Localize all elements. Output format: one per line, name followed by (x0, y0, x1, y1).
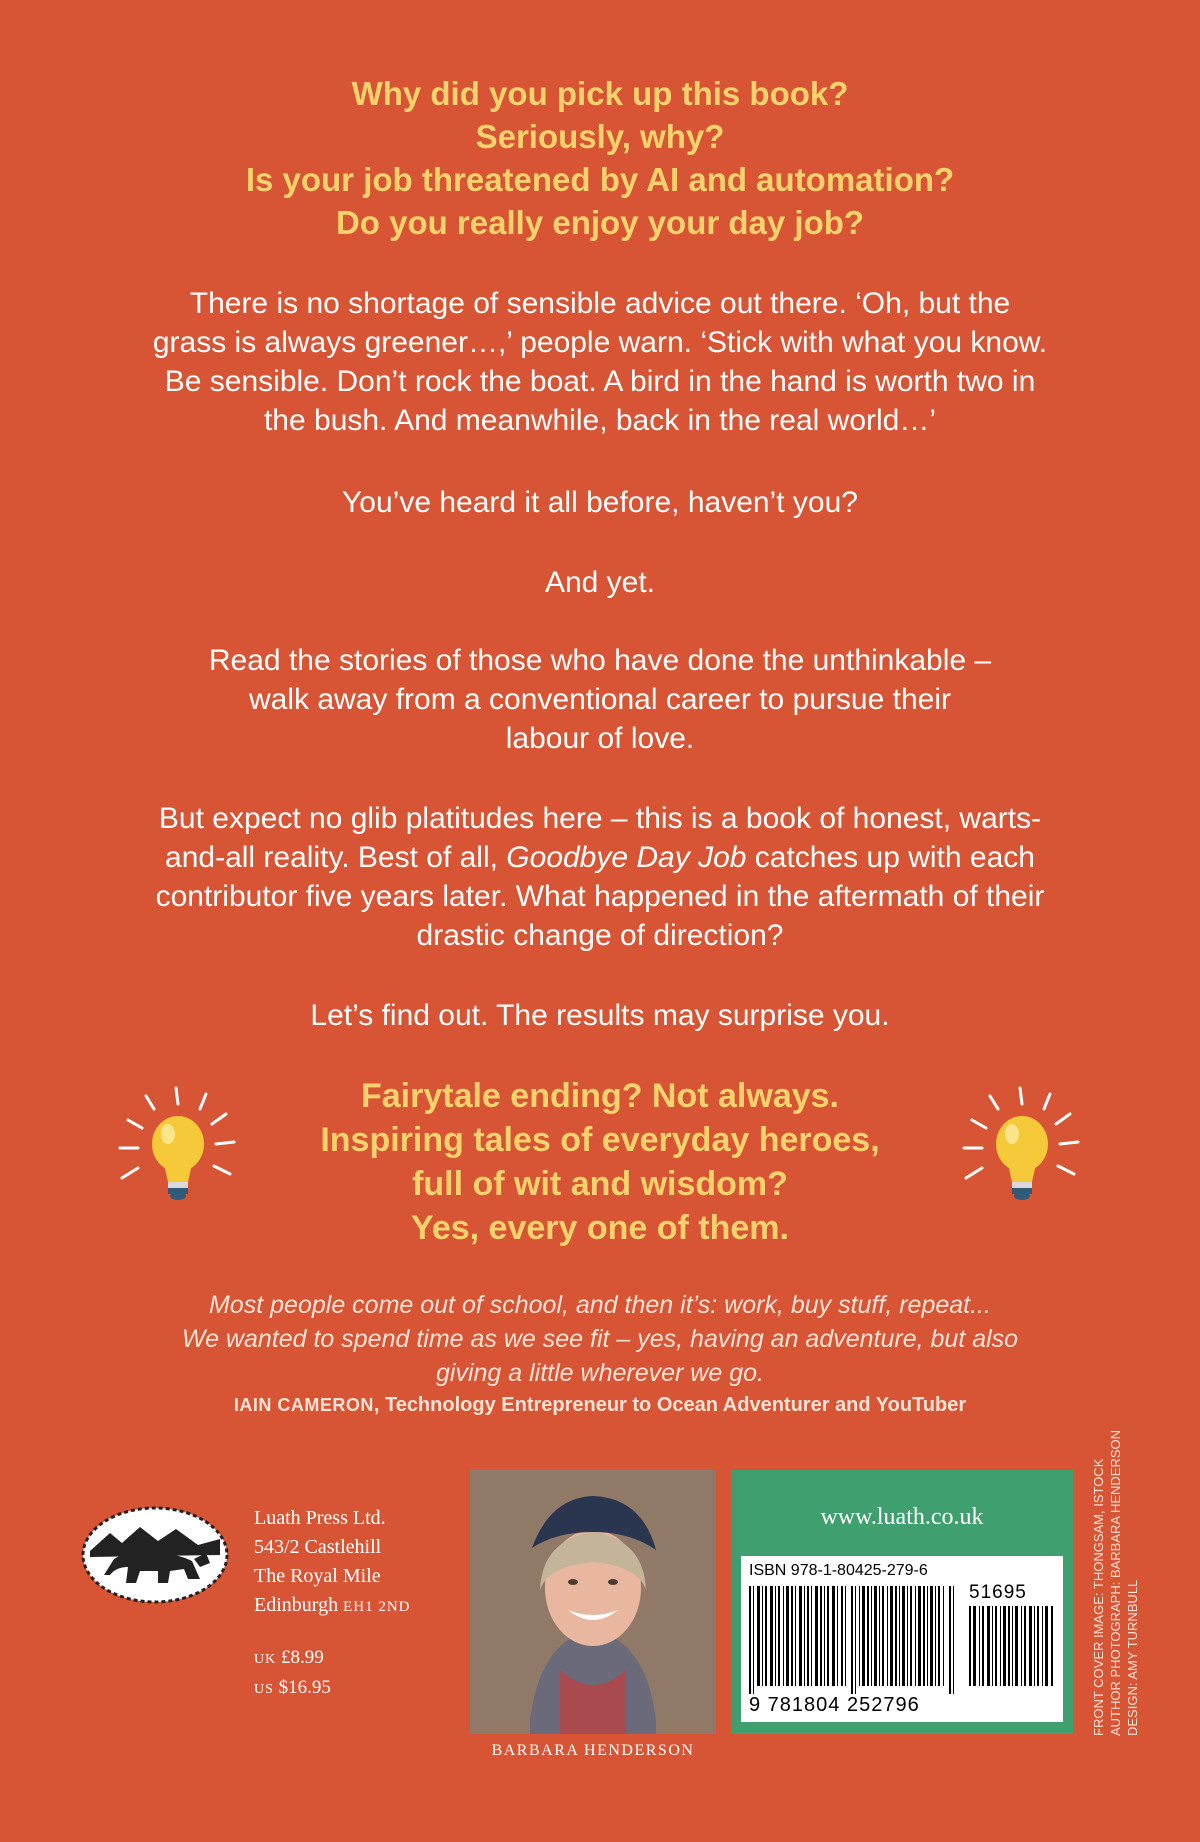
barcode-bars (749, 1586, 961, 1694)
paragraph-line: drastic change of direction? (416, 919, 784, 952)
tagline-line: Yes, every one of them. (411, 1209, 789, 1247)
price-us (254, 1674, 331, 1704)
paragraph-line: labour of love. (505, 722, 695, 755)
paragraph-line: walk away from a conventional career to pursue their (248, 683, 951, 716)
isbn-label: ISBN 978-1-80425-279-6 (749, 1562, 928, 1579)
credit-line: AUTHOR PHOTOGRAPH: BARBARA HENDERSON (1108, 1429, 1123, 1736)
headline (0, 72, 1200, 244)
paragraph-1 (100, 284, 1100, 440)
address-line: 543/2 Castlehill (254, 1536, 382, 1558)
tagline-line: full of wit and wisdom? (412, 1165, 788, 1203)
price-addon-bars (969, 1606, 1057, 1686)
publisher-url[interactable]: www.luath.co.uk (820, 1504, 984, 1530)
paragraph-line: the bush. And meanwhile, back in the real world…’ (263, 404, 937, 437)
price-uk (254, 1644, 331, 1674)
attribution-name: IAIN CAMERON (233, 1395, 374, 1415)
credit-line: FRONT COVER IMAGE: THONGSAM, ISTOCK (1091, 1458, 1106, 1736)
author-portrait (470, 1470, 716, 1734)
headline-line: Seriously, why? (475, 118, 725, 155)
price-value: $16.95 (278, 1677, 331, 1698)
tagline-line: Inspiring tales of everyday heroes, (320, 1121, 880, 1159)
price-code: 51695 (969, 1582, 1027, 1603)
postcode: EH1 2ND (343, 1599, 411, 1615)
headline-line: Why did you pick up this book? (351, 75, 849, 112)
barcode-panel (731, 1470, 1073, 1734)
paragraph-line: contributor five years later. What happened in the aftermath of their (155, 880, 1045, 913)
paragraph-line: grass is always greener…,’ people warn. ‘Stick with what you know. (152, 326, 1048, 359)
paragraph-2: You’ve heard it all before, haven’t you? (342, 486, 858, 519)
author-photo (470, 1470, 716, 1734)
testimonial-quote (90, 1288, 1110, 1390)
barcode-digits: 9 781804 252796 (749, 1694, 920, 1716)
paragraph-line: Read the stories of those who have done the unthinkable – (208, 644, 992, 677)
tagline-line: Fairytale ending? Not always. (360, 1077, 839, 1115)
paragraph-3: And yet. (544, 566, 656, 599)
paragraph-line: Be sensible. Don’t rock the boat. A bird in the hand is worth two in (164, 365, 1036, 398)
prices (254, 1644, 331, 1704)
tagline (0, 1074, 1200, 1250)
publisher-logo (80, 1505, 230, 1605)
headline-line: Is your job threatened by AI and automation? (245, 161, 955, 198)
publisher-address (254, 1504, 411, 1622)
address-line (254, 1591, 411, 1622)
text-run: and-all reality. Best of all, (165, 841, 507, 874)
quote-line: giving a little wherever we go. (436, 1359, 764, 1387)
price-label: US (254, 1682, 274, 1697)
paragraph-line: But expect no glib platitudes here – this is a book of honest, warts- (158, 802, 1042, 835)
credit-line: DESIGN: AMY TURNBULL (1125, 1579, 1140, 1736)
price-label: UK (254, 1652, 277, 1667)
price-value: £8.99 (280, 1647, 324, 1668)
quote-attribution (0, 1394, 1200, 1417)
paragraph-line (100, 838, 1100, 877)
cover-credits (1090, 1416, 1141, 1736)
paragraph-line: There is no shortage of sensible advice out there. ‘Oh, but the (189, 287, 1011, 320)
paragraph-4 (100, 641, 1100, 758)
text-run: catches up with each (746, 841, 1035, 874)
paragraph-5 (100, 799, 1100, 955)
photo-caption: BARBARA HENDERSON (491, 1742, 695, 1759)
publisher-name: Luath Press Ltd. (254, 1507, 386, 1529)
barcode (741, 1556, 1063, 1722)
address-line: The Royal Mile (254, 1565, 381, 1587)
attribution-role: , Technology Entrepreneur to Ocean Adventurer and YouTuber (373, 1394, 967, 1416)
quote-line: Most people come out of school, and then it’s: work, buy stuff, repeat... (209, 1291, 991, 1319)
headline-line: Do you really enjoy your day job? (335, 204, 865, 241)
paragraph-6: Let’s find out. The results may surprise you. (310, 999, 890, 1032)
book-title: Goodbye Day Job (506, 841, 747, 874)
quote-line: We wanted to spend time as we see fit – yes, having an adventure, but also (181, 1325, 1019, 1353)
city: Edinburgh (254, 1594, 339, 1616)
